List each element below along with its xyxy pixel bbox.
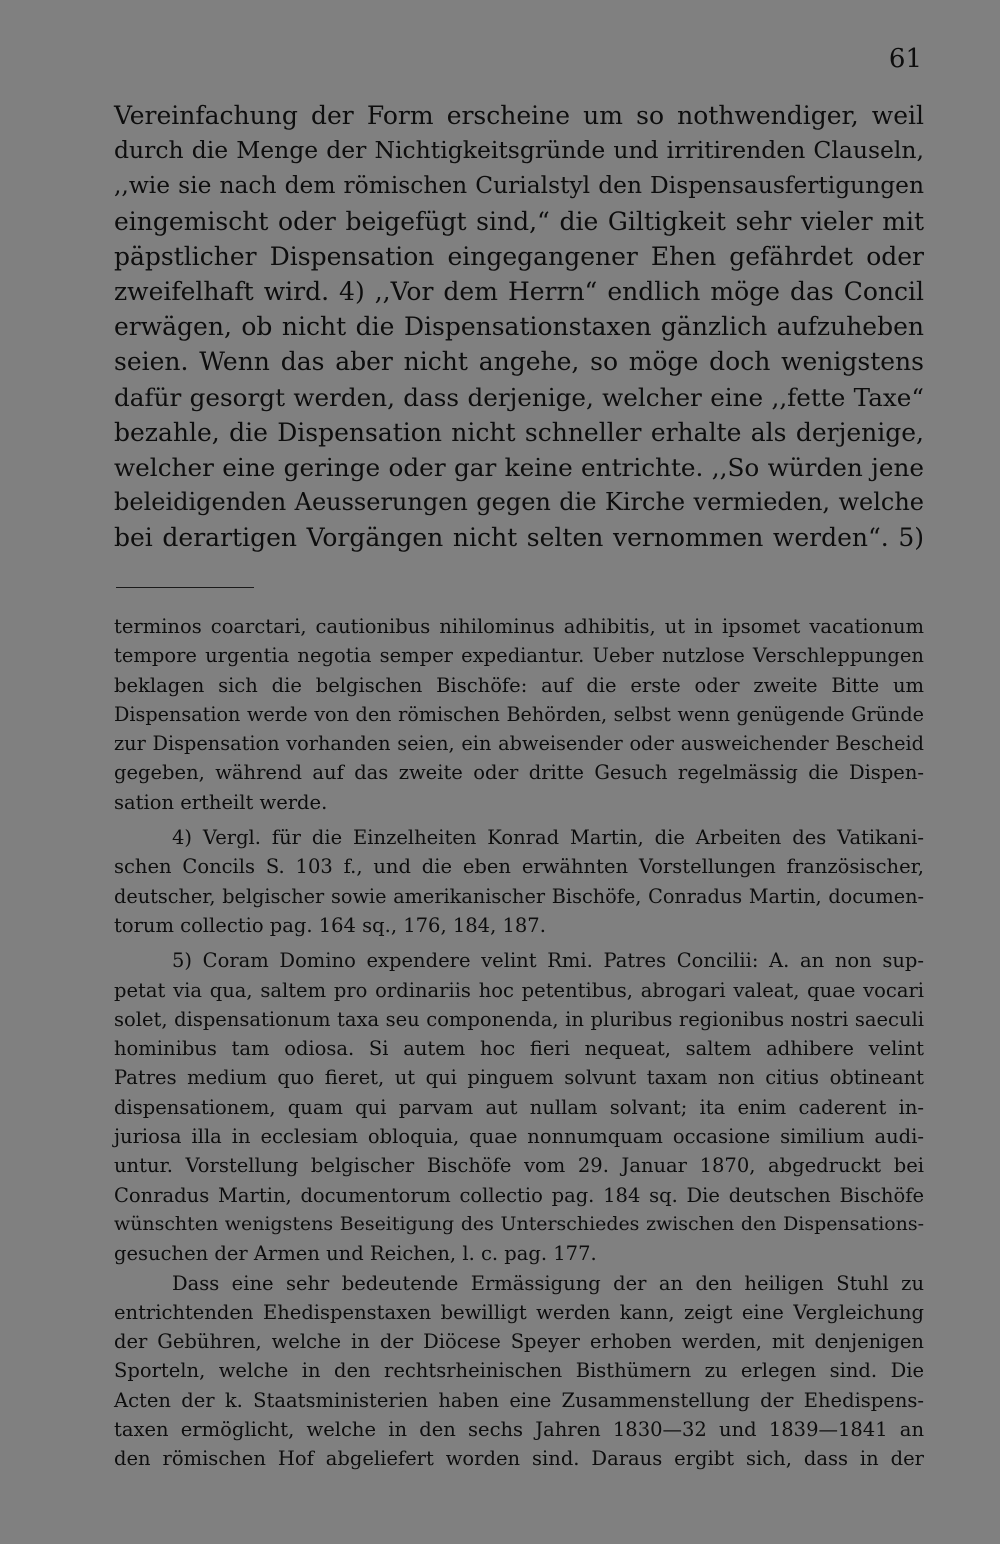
footnote-line: wünschten wenigstens Beseitigung des Unterschiedes zwischen den Dispensations- — [114, 1212, 924, 1235]
footnote-5-continuation — [114, 1269, 924, 1474]
text-line: durch die Menge der Nichtigkeitsgründe und irritirenden Clauseln, — [114, 136, 924, 165]
text-line: erwägen, ob nicht die Dispensationstaxen gänzlich aufzuheben — [114, 312, 924, 342]
footnote-line: torum collectio pag. 164 sq., 176, 184, 187. — [114, 913, 546, 937]
footnote-line: dispensationem, quam qui parvam aut nullam solvant; ita enim caderent in- — [114, 1095, 924, 1119]
footnote-separator — [116, 587, 254, 588]
footnote-line: gegeben, während auf das zweite oder dritte Gesuch regelmässig die Dispen- — [114, 761, 924, 785]
footnote-line: beklagen sich die belgischen Bischöfe: auf die erste oder zweite Bitte um — [114, 673, 924, 697]
footnote-line: tempore urgentia negotia semper expediantur. Ueber nutzlose Verschleppungen — [114, 644, 924, 668]
footnote-5 — [114, 946, 924, 1268]
text-line: ,,wie sie nach dem römischen Curialstyl den Dispensausfertigungen — [114, 171, 924, 200]
footnote-line: solet, dispensationum taxa seu componenda, in pluribus regionibus nostri saeculi — [114, 1007, 924, 1031]
text-line: beleidigenden Aeusserungen gegen die Kirche vermieden, welche — [114, 488, 924, 517]
footnote-line: untur. Vorstellung belgischer Bischöfe vom 29. Januar 1870, abgedruckt bei — [114, 1154, 924, 1178]
footnotes-block — [114, 612, 924, 1480]
footnote-line: Conradus Martin, documentorum collectio pag. 184 sq. Die deutschen Bischöfe — [114, 1183, 924, 1207]
main-text-block — [114, 98, 924, 556]
page-number: 61 — [888, 44, 922, 74]
footnote-continuation — [114, 612, 924, 817]
footnote-line: 4) Vergl. für die Einzelheiten Konrad Martin, die Arbeiten des Vatikani- — [172, 826, 924, 850]
footnote-line: taxen ermöglicht, welche in den sechs Jahren 1830—32 und 1839—1841 an — [114, 1418, 924, 1442]
footnote-line: terminos coarctari, cautionibus nihilominus adhibitis, ut in ipsomet vacationum — [114, 615, 924, 638]
footnote-line: der Gebühren, welche in der Diöcese Speyer erhoben werden, mit denjenigen — [114, 1330, 924, 1354]
text-line: päpstlicher Dispensation eingegangener Ehen gefährdet oder — [114, 241, 924, 271]
text-line: eingemischt oder beigefügt sind,“ die Giltigkeit sehr vieler mit — [114, 206, 924, 236]
footnote-line: Dispensation werde von den römischen Behörden, selbst wenn genügende Gründe — [114, 702, 924, 726]
footnote-line: Patres medium quo fieret, ut qui pinguem solvunt taxam non citius obtineant — [114, 1066, 924, 1090]
footnote-line: entrichtenden Ehedispenstaxen bewilligt werden kann, zeigt eine Vergleichung — [114, 1300, 924, 1324]
footnote-line: petat via qua, saltem pro ordinariis hoc petentibus, abrogari valeat, quae vocari — [114, 978, 924, 1002]
footnote-line: Acten der k. Staatsministerien haben eine Zusammenstellung der Ehedispens- — [114, 1388, 924, 1412]
text-line: welcher eine geringe oder gar keine entrichte. ,,So würden jene — [114, 453, 924, 483]
footnote-line: 5) Coram Domino expendere velint Rmi. Patres Concilii: A. an non sup- — [172, 949, 924, 973]
text-line: bei derartigen Vorgängen nicht selten vernommen werden“. 5) — [114, 523, 924, 553]
footnote-line: hominibus tam odiosa. Si autem hoc fieri nequeat, saltem adhibere velint — [114, 1037, 924, 1061]
footnote-line: schen Concils S. 103 f., und die eben erwähnten Vorstellungen französischer, — [114, 855, 924, 879]
text-line: dafür gesorgt werden, dass derjenige, welcher eine ,,fette Taxe“ — [114, 382, 924, 412]
footnote-line: deutscher, belgischer sowie amerikanischer Bischöfe, Conradus Martin, documen- — [114, 884, 924, 908]
footnote-line: sation ertheilt werde. — [114, 790, 328, 814]
footnote-4 — [114, 823, 924, 940]
footnote-line: juriosa illa in ecclesiam obloquia, quae nonnumquam occasione similium audi- — [114, 1125, 924, 1149]
text-line: Vereinfachung der Form erscheine um so nothwendiger, weil — [114, 101, 924, 130]
text-line: seien. Wenn das aber nicht angehe, so möge doch wenigstens — [114, 347, 924, 377]
footnote-line: Dass eine sehr bedeutende Ermässigung der an den heiligen Stuhl zu — [172, 1271, 924, 1295]
footnote-line: den römischen Hof abgeliefert worden sind. Daraus ergibt sich, dass in der — [114, 1447, 924, 1471]
footnote-line: gesuchen der Armen und Reichen, l. c. pag. 177. — [114, 1242, 597, 1266]
text-line: bezahle, die Dispensation nicht schneller erhalte als derjenige, — [114, 417, 924, 447]
text-line: zweifelhaft wird. 4) ,,Vor dem Herrn“ endlich möge das Concil — [114, 277, 924, 307]
footnote-line: zur Dispensation vorhanden seien, ein abweisender oder ausweichender Bescheid — [114, 732, 924, 756]
footnote-line: Sporteln, welche in den rechtsrheinischen Bisthümern zu erlegen sind. Die — [114, 1359, 924, 1383]
